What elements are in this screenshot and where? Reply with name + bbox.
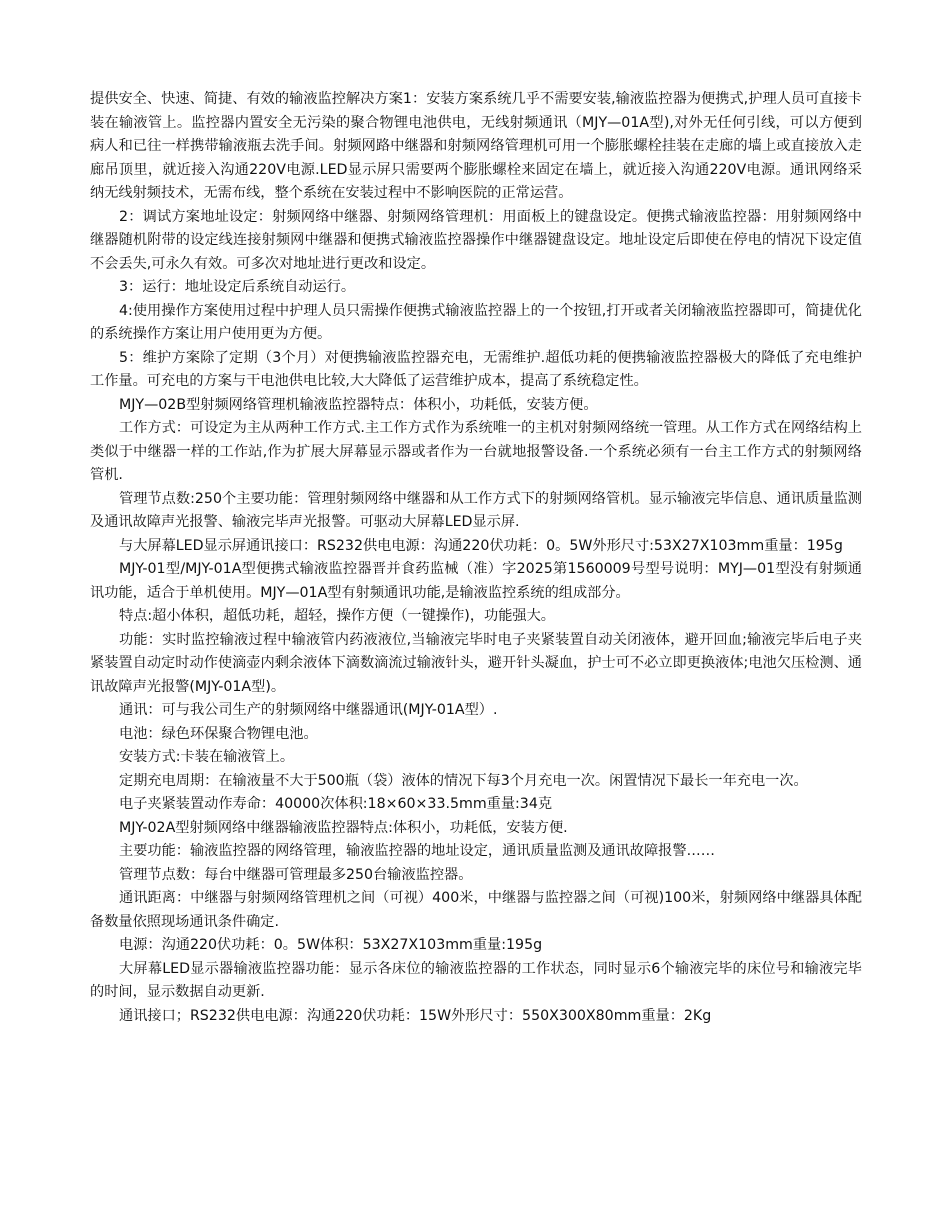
paragraph-comm-distance: 通讯距离：中继器与射频网络管理机之间（可视）400米，中继器与监控器之间（可视)100米，射频网络中继器具体配备数量依照现场通讯条件确定. bbox=[90, 890, 862, 930]
paragraph-management-nodes: 管理节点数:250个主要功能：管理射频网络中继器和从工作方式下的射频网络管机。显示输液完毕信息、通讯质量监测及通讯故障声光报警、输液完毕声光报警。可驱动大屏幕LED显示屏. bbox=[90, 490, 862, 530]
paragraph-intro-installation: 提供安全、快速、简捷、有效的输液监控解决方案1：安装方案系统几乎不需要安装,输液监控器为便携式,护理人员可直接卡装在输液管上。监控器内置安全无污染的聚合物锂电池供电，无线射频通讯（MJY—01A型),对外无任何引线，可以方便到病人和已往一样携带输液瓶去洗手间。射频网路中继器和射频网络管理机可用一个膨胀螺栓挂装在走廊的墙上或直接放入走廊吊顶里，就近接入沟通220V电源.LED显示屏只需要两个膨胀螺栓来固定在墙上，就近接入沟通220V电源。通讯网络采纳无线射频技术，无需布线，整个系统在安装过程中不影响医院的正常运营。 bbox=[90, 91, 862, 201]
paragraph-mjy01-features: 特点:超小体积，超低功耗，超轻，操作方便（一键操作)，功能强大。 bbox=[119, 608, 555, 624]
paragraph-mjy01-model: MJY-01型/MJY-01A型便携式输液监控器晋并食药监械（准）字2025第1560009号型号说明：MYJ—01型没有射频通讯功能，适合于单机使用。MJY—01A型有射频通讯功能,是输液监控系统的组成部分。 bbox=[90, 561, 862, 601]
document-body bbox=[90, 88, 862, 1028]
paragraph-install-method: 安装方式:卡装在输液管上。 bbox=[119, 749, 295, 765]
paragraph-usage: 4:使用操作方案使用过程中护理人员只需操作便携式输液监控器上的一个按钮,打开或者关闭输液监控器即可，简捷优化的系统操作方案让用户使用更为方便。 bbox=[90, 302, 862, 342]
paragraph-led-display-specs: 通讯接口；RS232供电电源：沟通220伏功耗：15W外形尺寸：550X300X80mm重量：2Kg bbox=[119, 1007, 712, 1024]
paragraph-led-display-functions: 大屏幕LED显示器输液监控器功能：显示各床位的输液监控器的工作状态，同时显示6个输液完毕的床位号和输液完毕的时间，显示数据自动更新. bbox=[90, 960, 862, 1000]
paragraph-operation: 3：运行：地址设定后系统自动运行。 bbox=[119, 279, 356, 295]
paragraph-power-specs: 电源：沟通220伏功耗：0。5W体积：53X27X103mm重量:195g bbox=[119, 937, 543, 953]
paragraph-led-interface-specs: 与大屏幕LED显示屏通讯接口：RS232供电电源：沟通220伏功耗：0。5W外形尺寸:53X27X103mm重量：195g bbox=[119, 537, 843, 554]
paragraph-communication: 通讯：可与我公司生产的射频网络中继器通讯(MJY-01A型）. bbox=[119, 702, 498, 718]
paragraph-main-functions: 主要功能：输液监控器的网络管理，输液监控器的地址设定，通讯质量监测及通讯故障报警…… bbox=[119, 843, 715, 859]
paragraph-charging-cycle: 定期充电周期：在输液量不大于500瓶（袋）液体的情况下每3个月充电一次。闲置情况下最长一年充电一次。 bbox=[119, 772, 808, 789]
paragraph-mjy01-functions: 功能：实时监控输液过程中输液管内药液液位,当输液完毕时电子夹紧装置自动关闭液体，避开回血;输液完毕后电子夹紧装置自动定时动作使滴壶内剩余液体下滴数滴流过输液针头，避开针头凝血，护士可不必立即更换液体;电池欠压检测、通讯故障声光报警(MJY-01A型)。 bbox=[90, 631, 862, 695]
paragraph-mjy02a-features: MJY-02A型射频网络中继器输液监控器特点:体积小，功耗低，安装方便. bbox=[119, 819, 568, 836]
paragraph-battery: 电池：绿色环保聚合物锂电池。 bbox=[119, 725, 318, 742]
paragraph-relay-nodes: 管理节点数：每台中继器可管理最多250台输液监控器。 bbox=[119, 866, 473, 883]
paragraph-work-mode: 工作方式：可设定为主从两种工作方式.主工作方式作为系统唯一的主机对射频网络统一管理。从工作方式在网络结构上类似于中继器一样的工作站,作为扩展大屏幕显示器或者作为一台就地报警设备.一个系统必须有一台主工作方式的射频网络管机. bbox=[90, 420, 862, 483]
paragraph-debug-address-setting: 2：调试方案地址设定：射频网络中继器、射频网络管理机：用面板上的键盘设定。便携式输液监控器：用射频网络中继器随机附带的设定线连接射频网中继器和便携式输液监控器操作中继器键盘设定。地址设定后即使在停电的情况下设定值不会丢失,可永久有效。可多次对地址进行更改和设定。 bbox=[90, 208, 862, 272]
paragraph-clamp-lifetime: 电子夹紧装置动作寿命：40000次体积:18×60×33.5mm重量:34克 bbox=[119, 796, 553, 812]
paragraph-mjy02b-features: MJY—02B型射频网络管理机输液监控器特点：体积小，功耗低，安装方便。 bbox=[119, 396, 598, 413]
paragraph-maintenance: 5：维护方案除了定期（3个月）对便携输液监控器充电，无需维护.超低功耗的便携输液监控器极大的降低了充电维护工作量。可充电的方案与干电池供电比较,大大降低了运营维护成本，提高了系统稳定性。 bbox=[90, 349, 862, 389]
